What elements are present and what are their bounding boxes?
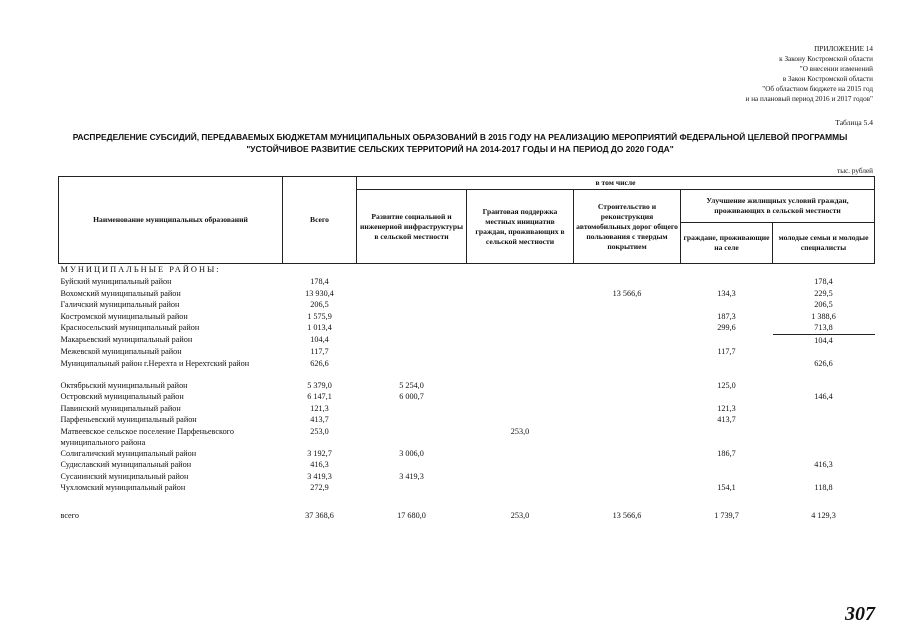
cell-young: 1 388,6	[811, 311, 836, 321]
appendix-block	[746, 44, 873, 104]
table-row	[59, 358, 875, 380]
cell-infra	[357, 426, 467, 448]
cell-infra	[357, 459, 467, 471]
cell-roads	[574, 299, 681, 311]
cell-name: Муниципальный район г.Нерехта и Нерехтский район	[60, 358, 250, 368]
table-row	[59, 346, 875, 358]
cell-citizens: 121,3	[717, 403, 736, 413]
cell-young	[773, 448, 875, 460]
cell-total: 272,9	[310, 483, 329, 492]
cell-citizens: 125,0	[717, 380, 736, 390]
cell-young: 229,5	[814, 288, 833, 298]
cell-young: 146,4	[814, 392, 833, 401]
cell-grant	[467, 311, 574, 323]
table-row	[59, 426, 875, 448]
table-row	[59, 322, 875, 334]
cell-roads	[574, 346, 681, 358]
subsidy-table	[58, 176, 875, 521]
cell-name: Чухломский муниципальный район	[60, 483, 186, 492]
cell-total: 1 013,4	[307, 323, 332, 332]
col-header-total: Всего	[283, 177, 357, 264]
cell-total: 3 419,3	[307, 471, 332, 481]
cell-name: Красносельский муниципальный район	[60, 323, 200, 332]
appendix-line: "О внесении изменений	[799, 65, 873, 73]
cell-roads: 13 566,6	[612, 288, 642, 298]
cell-total: 1 575,9	[307, 311, 332, 321]
section-row	[59, 264, 875, 277]
total-cell-name: всего	[60, 510, 79, 520]
cell-roads	[574, 403, 681, 415]
cell-grant	[467, 276, 574, 288]
table-row	[59, 459, 875, 471]
cell-grant	[467, 299, 574, 311]
cell-young	[773, 403, 875, 415]
cell-citizens: 186,7	[717, 448, 736, 458]
cell-grant	[467, 322, 574, 334]
cell-grant	[467, 358, 574, 380]
cell-roads	[574, 322, 681, 334]
cell-infra	[357, 358, 467, 380]
cell-total: 253,0	[310, 426, 329, 436]
cell-name: Октябрьский муниципальный район	[60, 380, 188, 390]
units-label: тыс. рублей	[837, 167, 873, 175]
total-cell-roads: 13 566,6	[612, 510, 642, 520]
cell-young	[773, 380, 875, 392]
appendix-line: к Закону Костромской области	[779, 55, 873, 63]
heading-line-1: РАСПРЕДЕЛЕНИЕ СУБСИДИЙ, ПЕРЕДАВАЕМЫХ БЮДЖЕТАМ МУНИЦИПАЛЬНЫХ ОБРАЗОВАНИЙ В 2015 ГОДУ НА РЕАЛИЗАЦИЮ МЕРОПРИЯТИЙ ФЕДЕРАЛЬНОЙ ЦЕЛЕВОЙ ПРОГРАММЫ	[72, 132, 848, 142]
cell-name: Костромской муниципальный район	[60, 311, 188, 321]
cell-infra	[357, 311, 467, 323]
table-row	[59, 334, 875, 346]
cell-infra	[357, 334, 467, 346]
cell-infra: 3 006,0	[399, 448, 424, 458]
cell-infra: 3 419,3	[399, 471, 424, 481]
page-number: 307	[845, 603, 875, 625]
total-cell-total: 37 368,6	[305, 510, 334, 520]
total-cell-grant: 253,0	[510, 510, 530, 520]
total-cell-young: 4 129,3	[811, 510, 836, 520]
table-row	[59, 482, 875, 494]
cell-roads	[574, 311, 681, 323]
cell-total: 13 930,4	[305, 288, 334, 298]
table-row	[59, 403, 875, 415]
table-row	[59, 276, 875, 288]
table-body	[59, 264, 875, 522]
cell-name: Солигаличский муниципальный район	[60, 448, 197, 458]
cell-grant	[467, 403, 574, 415]
cell-citizens: 117,7	[717, 347, 736, 356]
cell-citizens	[681, 358, 773, 380]
appendix-line: "Об областном бюджете на 2015 год	[762, 85, 873, 93]
cell-infra	[357, 322, 467, 334]
col-header-name: Наименование муниципальных образований	[59, 177, 283, 264]
cell-total: 178,4	[310, 277, 329, 286]
cell-roads	[574, 276, 681, 288]
cell-name: Судиславский муниципальный район	[60, 460, 192, 469]
cell-roads	[574, 380, 681, 392]
cell-young: 206,5	[814, 300, 833, 309]
table-row	[59, 448, 875, 460]
cell-young: 104,4	[814, 335, 833, 345]
cell-name: Галичский муниципальный район	[60, 300, 180, 309]
cell-grant: 253,0	[510, 426, 530, 436]
total-cell-citizens: 1 739,7	[714, 510, 739, 520]
cell-grant	[467, 471, 574, 483]
cell-roads	[574, 334, 681, 346]
cell-roads	[574, 426, 681, 448]
col-header-infrastructure: Развитие социальной и инженерной инфраструктуры в сельской местности	[357, 190, 467, 264]
cell-total: 121,3	[310, 403, 329, 413]
cell-young	[773, 414, 875, 426]
cell-name: Парфеньевский муниципальный район	[60, 415, 197, 424]
cell-infra: 5 254,0	[399, 380, 424, 390]
cell-infra	[357, 299, 467, 311]
cell-total: 117,7	[310, 347, 329, 356]
cell-name: Вохомский муниципальный район	[60, 288, 181, 298]
appendix-line: в Закон Костромской области	[782, 75, 873, 83]
col-header-grant: Грантовая поддержка местных инициатив граждан, проживающих в сельской местности	[467, 190, 574, 264]
cell-total: 626,6	[310, 358, 329, 368]
cell-citizens: 154,1	[717, 483, 736, 492]
cell-roads	[574, 448, 681, 460]
cell-name: Сусанинский муниципальный район	[60, 471, 189, 481]
cell-citizens: 187,3	[717, 311, 736, 321]
cell-citizens: 134,3	[717, 288, 736, 298]
cell-young	[773, 471, 875, 483]
cell-name: Макарьевский муниципальный район	[60, 335, 193, 344]
table-row	[59, 380, 875, 392]
cell-roads	[574, 471, 681, 483]
cell-young: 713,8	[773, 322, 875, 334]
table-row	[59, 299, 875, 311]
cell-citizens	[681, 426, 773, 448]
col-header-young: молодые семьи и молодые специалисты	[773, 223, 875, 264]
cell-citizens	[681, 391, 773, 403]
col-header-roads: Строительство и реконструкция автомобильных дорог общего пользования с твердым покрытием	[574, 190, 681, 264]
cell-total: 206,5	[310, 300, 329, 309]
table-number: Таблица 5.4	[835, 118, 873, 127]
cell-young	[773, 426, 875, 448]
cell-young	[773, 346, 875, 358]
table-row	[59, 391, 875, 403]
col-header-including: в том числе	[357, 177, 875, 190]
cell-grant	[467, 459, 574, 471]
cell-citizens	[681, 459, 773, 471]
cell-grant	[467, 391, 574, 403]
document-heading	[40, 132, 880, 155]
appendix-line: и на плановый период 2016 и 2017 годов"	[745, 95, 873, 103]
cell-grant	[467, 448, 574, 460]
cell-name: Межевской муниципальный район	[60, 347, 182, 356]
cell-infra	[357, 276, 467, 288]
table-row	[59, 414, 875, 426]
section-label: МУНИЦИПАЛЬНЫЕ РАЙОНЫ:	[60, 265, 221, 274]
cell-total: 3 192,7	[307, 448, 332, 458]
cell-citizens	[681, 299, 773, 311]
cell-name: Островский муниципальный район	[60, 392, 184, 401]
total-row	[59, 494, 875, 522]
col-header-housing: Улучшение жилищных условий граждан, проживающих в сельской местности	[681, 190, 875, 223]
cell-roads	[574, 459, 681, 471]
cell-citizens	[681, 334, 773, 346]
cell-grant	[467, 414, 574, 426]
cell-total: 5 379,0	[307, 380, 332, 390]
cell-citizens: 413,7	[717, 415, 736, 424]
cell-grant	[467, 482, 574, 494]
cell-name: Матвеевское сельское поселение Парфеньевского муниципального района	[60, 426, 234, 447]
cell-citizens: 299,6	[717, 323, 736, 332]
cell-infra	[357, 346, 467, 358]
heading-line-2: "УСТОЙЧИВОЕ РАЗВИТИЕ СЕЛЬСКИХ ТЕРРИТОРИЙ НА 2014-2017 ГОДЫ И НА ПЕРИОД ДО 2020 ГОДА"	[246, 143, 674, 154]
cell-citizens	[681, 471, 773, 483]
table-row	[59, 311, 875, 323]
cell-infra	[357, 482, 467, 494]
cell-grant	[467, 346, 574, 358]
cell-roads	[574, 391, 681, 403]
cell-total: 104,4	[310, 335, 329, 344]
cell-total: 416,3	[310, 460, 329, 469]
cell-citizens	[681, 276, 773, 288]
table-row	[59, 471, 875, 483]
cell-infra	[357, 414, 467, 426]
cell-young: 626,6	[814, 358, 833, 368]
cell-name: Павинский муниципальный район	[60, 403, 181, 413]
cell-total: 6 147,1	[307, 392, 332, 401]
total-cell-infra: 17 680,0	[397, 510, 426, 520]
cell-young: 416,3	[814, 460, 833, 469]
cell-grant	[467, 288, 574, 300]
appendix-line: ПРИЛОЖЕНИЕ 14	[814, 45, 873, 53]
cell-young: 178,4	[814, 277, 833, 286]
cell-total: 413,7	[310, 415, 329, 424]
cell-roads	[574, 482, 681, 494]
cell-name: Буйский муниципальный район	[60, 277, 172, 286]
cell-grant	[467, 380, 574, 392]
cell-young: 118,8	[814, 483, 833, 492]
cell-roads	[574, 358, 681, 380]
table-row	[59, 288, 875, 300]
cell-infra: 6 000,7	[399, 392, 424, 401]
cell-infra	[357, 288, 467, 300]
cell-infra	[357, 403, 467, 415]
cell-grant	[467, 334, 574, 346]
col-header-citizens: граждане, проживающие на селе	[681, 223, 773, 264]
cell-roads	[574, 414, 681, 426]
